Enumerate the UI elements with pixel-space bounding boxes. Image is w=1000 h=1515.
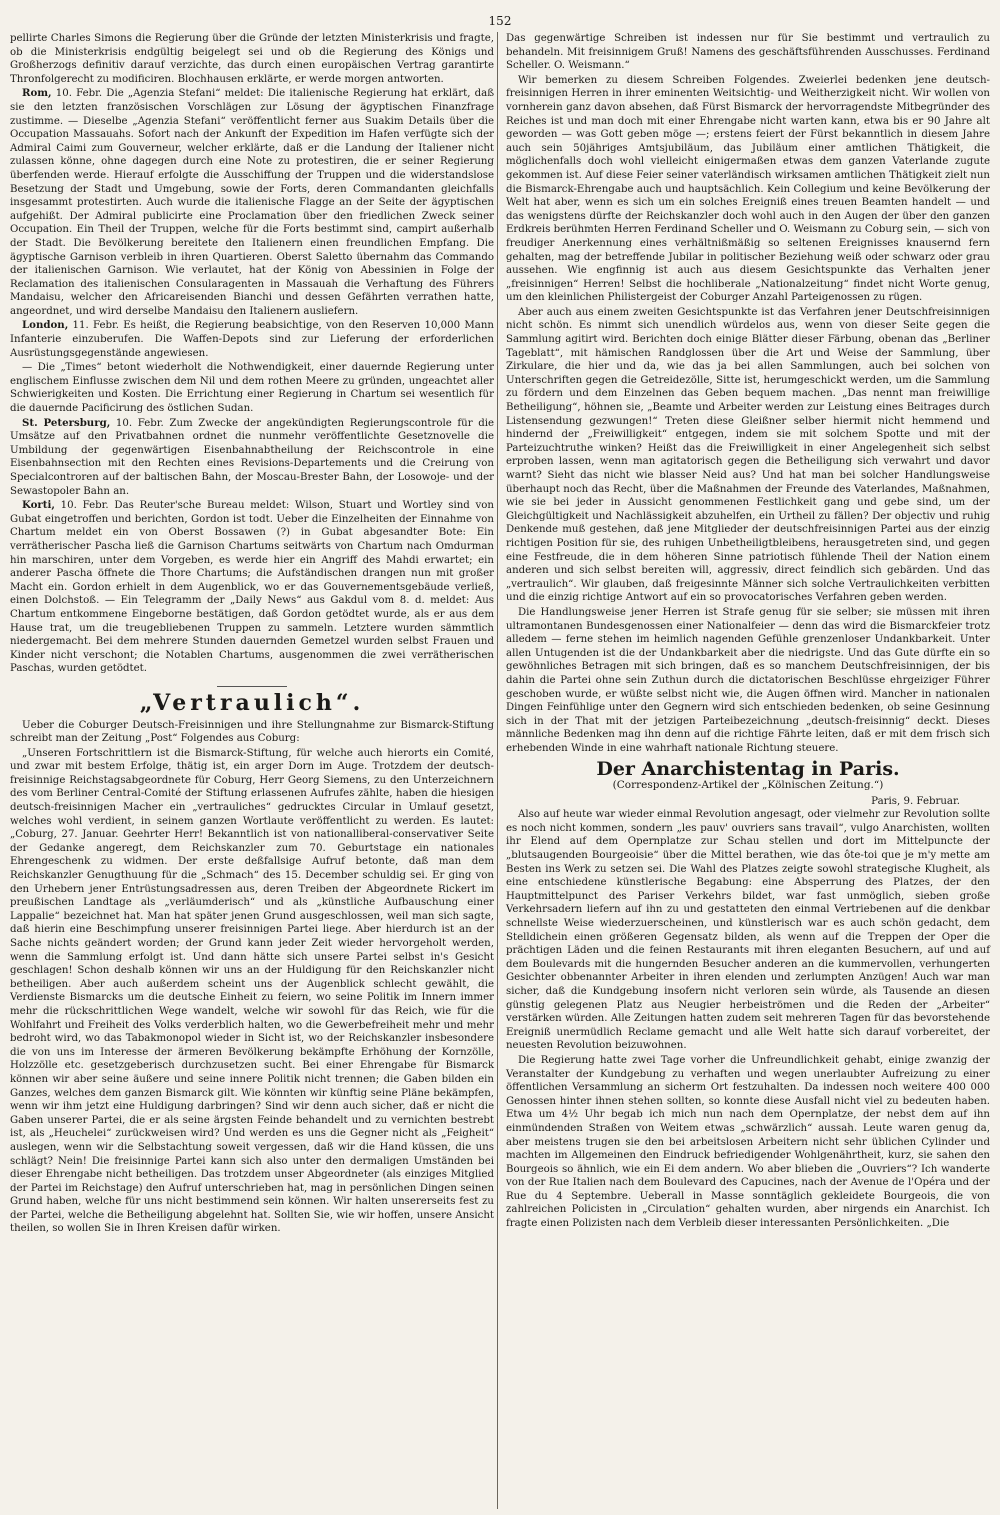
news-text: 10. Febr. Zum Zwecke der angekündigten Regierungscontrole für die Umsätze auf den Privatbahnen ordnet die nunmehr veröffentlichte Gesetznovelle die Umbildung der gegenwärtigen Eisenbahnabtheilung der Reichscontrole in eine Eisenbahnsection mit den Rechten eines Revisions-Departements und die Creirung von Specialcontroren auf der baltischen Bahn, der Moscau-Brester Bahn, der Losowoje- und der Sewastopoler Bahn an. bbox=[10, 417, 495, 497]
paragraph: Die Handlungsweise jener Herren ist Strafe genug für sie selber; sie müssen mit ihren ultramontanen Bundesgenossen einer Nationalfeier — denn das wird die Bismarckfeier trotz alledem — ferne stehen im heimlich nagenden Gefühle grenzenloser Undankbarkeit. Unter allen Untugenden ist die der Undankbarkeit aber die niedrigste. Und das Gute dürfte ein so gewöhnliches Betragen mit sich bringen, daß es so manchem Deutschfreisinnigen, der bis dahin die Partei ohne sein Zuthun durch die dictatorischen Beschlüsse ehrgeiziger Führer geschoben wurde, er wüßte selbst nicht wie, die Augen öffnen wird. Mancher in nationalen Dingen Feinfühlige unter den Gegnern wird sich entschieden bedenken, ob seine Gesinnung sich in der That mit der jetzigen Parteibezeichnung „deutsch-freisinnig“ deckt. Dieses männliche Bedenken mag ihn denn auf die richtige Fährte leiten, daß er mit dem frisch sich erhebenden Winde in eine wahrhaft nationale Richtung steuere. bbox=[506, 606, 990, 754]
page-number: 152 bbox=[488, 14, 512, 28]
paragraph: Die Regierung hatte zwei Tage vorher die Unfreundlichkeit gehabt, einige zwanzig der Veranstalter der Kundgebung zu verhaften und wegen unerlaubter Aufreizung zu einer öffentlichen Versammlung an sicherm Ort festzuhalten. Da indessen noch weitere 400 000 Genossen hinter ihnen stehen sollten, so konnte diese Ausfall nicht viel zu bedeuten haben. Etwa um 4½ Uhr begab ich mich nun nach dem Opernplatze, der nebst dem auf ihn einmündenden Straßen von Weitem etwas „schwärzlich“ aussah. Leute waren genug da, aber meistens trugen sie den bei arbeitslosen Arbeitern nicht sehr üblichen Cylinder und machten im Allgemeinen den Eindruck befriedigender Wohlgenährtheit, kurz, sie sahen den Bourgeois so ähnlich, wie ein Ei dem andern. Wo aber blieben die „Ouvriers“? Ich wanderte von der Rue Italien nach dem Boulevard des Capucines, nach der Avenue de l'Opéra und der Rue du 4 Septembre. Ueberall in Masse sonntäglich gekleidete Bourgeois, die von zahlreichen Policisten in „Circulation“ gehalten wurden, aber nirgends ein Anarchist. Ich fragte einen Polizisten nach dem Verbleib dieser interessanten Persönlichkeiten. „Die bbox=[506, 1054, 990, 1230]
news-item-london bbox=[10, 319, 494, 360]
paragraph: — Die „Times“ betont wiederholt die Nothwendigkeit, einer dauernde Regierung unter englischem Einflusse zwischen dem Nil und dem rothen Meere zu gründen, ungeachtet aller Schwierigkeiten und Kosten. Die Errichtung einer Regierung in Chartum sei wesentlich für die dauernde Pacificirung des östlichen Sudan. bbox=[10, 362, 494, 415]
paragraph: Wir bemerken zu diesem Schreiben Folgendes. Zweierlei bedenken jene deutsch-freisinnigen Herren in ihrer eminenten Weitsichtig- und Weitherzigkeit nicht. Wir wollen von vornherein ganz davon absehen, daß Fürst Bismarck der hervorragendste Mitbegründer des Reiches ist und man doch mit einer Ehrengabe nicht warten kann, etwa bis er 90 Jahre alt geworden — was Gott geben möge —; erstens feiert der Fürst bekanntlich in diesem Jahre auch sein 50jähriges Amtsjubiläum, das Jubiläum einer amtlichen Thätigkeit, die möglichenfalls doch wohl vielleicht einigermaßen etwas dem ganzen Vaterlande zugute gekommen ist. Auf diese Feier seiner vaterländisch wirksamen amtlichen Thätigkeit zielt nun die Bismarck-Ehrengabe auch und hauptsächlich. Kein Collegium und keine Bevölkerung der Welt hat aber, wenn es sich um ein solches Ereigniß eines treuen Beamten handelt — und das wenigstens dürfte der Reichskanzler doch wohl auch in den Augen der über den ganzen Erdkreis berühmten Herren Ferdinand Scheller und O. Weismann zu Coburg sein, — sich von freudiger Anerkennung eines verhältnißmäßig so seltenen Ereignisses knausernd fern gehalten, mag der betreffende Jubilar in politischer Beziehung weiß oder schwarz oder grau aussehen. Wie engfinnig ist auch aus diesem Gesichtspunkte das Verhalten jener „freisinnigen“ Herren! Selbst die hochliberale „Nationalzeitung“ findet nicht Worte genug, um den kleinlichen Philistergeist der Coburger Anzahl Parteigenossen zu rügen. bbox=[506, 74, 990, 304]
news-text: 10. Febr. Die „Agenzia Stefani“ meldet: Die italienische Regierung hat erklärt, daß sie den letzten französischen Vorschlägen zur Lösung der ägyptischen Finanzfrage zustimme. — Dieselbe „Agenzia Stefani“ veröffentlicht ferner aus Suakim Details über die Occupation Massauahs. Sofort nach der Ankunft der Expedition im Hafen verfügte sich der Admiral Caimi zum Gouverneur, welcher erklärte, daß er die Landung der Italiener nicht zulassen könne, ohne dagegen durch eine Note zu protestiren, die er seiner Regierung überfenden werde. Hierauf erfolgte die Ausschiffung der Truppen und die widerstandslose Besetzung der Stadt und Umgebung, sowie der Forts, deren Commandanten gleichfalls insgesammt protestirten. Auch wurde die italienische Flagge an der Seite der ägyptischen aufgehißt. Der Admiral publicirte eine Proclamation über den friedlichen Zweck seiner Occupation. Ein Theil der Truppen, welche für die Forts bestimmt sind, campirt außerhalb der Stadt. Die Bevölkerung bereitete den Italienern einen freundlichen Empfang. Die ägyptische Garnison verbleib in ihren Quartieren. Oberst Saletto übernahm das Commando der italienischen Garnison. Wie verlautet, hat der König von Abessinien in Folge der Reclamation des italienischen Consularagenten in Massauah die Verhaftung des Führers Mandaisu, welcher den Africareisenden Bianchi und dessen Gefährten verrathen hatte, angeordnet, und wird derselbe Mandaisu den Italienern ausliefern. bbox=[10, 88, 495, 317]
dateline-korti: Korti, bbox=[22, 499, 55, 512]
dateline-petersburg: St. Petersburg, bbox=[22, 416, 111, 429]
news-item-rome bbox=[10, 87, 494, 318]
left-column bbox=[10, 32, 494, 1237]
news-text: 10. Febr. Das Reuter'sche Bureau meldet: Wilson, Stuart und Wortley sind von Gubat eingetroffen und berichten, Gordon ist todt. Ueber die Einzelheiten der Einnahme von Chartum meldet ein von Oberst Bossawen (?) in Gubat abgesandter Bote: Ein verrätherischer Pascha ließ die Garnison Chartums seitwärts von Chartum nach Omdurman hin marschiren, unter dem Vorgeben, es werde hier ein Angriff des Mahdi erwartet; ein anderer Pascha öffnete die Thore Chartums; die Aufständischen drangen nun mit großer Macht ein. Gordon erhielt in dem Augenblick, wo er das Gouvernementsgebäude verließ, einen Dolchstoß. — Ein Telegramm der „Daily News“ aus Gakdul vom 8. d. meldet: Aus Chartum entkommene Eingeborne bestätigen, daß Gordon getödtet wurde, als er aus dem Hause trat, um die treugebliebenen Truppen zu sammeln. Letztere wurden sämmtlich niedergemacht. Bei dem mehrere Stunden dauernden Gemetzel wurden selbst Frauen und Kinder nicht verschont; die Notablen Chartums, ausgenommen die zwei verrätherischen Paschas, wurden getödtet. bbox=[10, 500, 494, 675]
article-headline: Der Anarchistentag in Paris. bbox=[596, 758, 900, 781]
dateline-rome: Rom, bbox=[22, 87, 52, 100]
article-subheadline: (Correspondenz-Artikel der „Kölnischen Zeitung.“) bbox=[612, 779, 884, 792]
section-divider bbox=[217, 686, 287, 687]
news-text: 11. Febr. Es heißt, die Regierung beabsichtige, von den Reserven 10,000 Mann Infanterie einzuberufen. Die Waffen-Depots sind zur Lieferung der erforderlichen Ausrüstungsgegenstände angewiesen. bbox=[10, 320, 494, 359]
article-headline: „Vertraulich“. bbox=[139, 689, 365, 716]
paragraph: Also auf heute war wieder einmal Revolution angesagt, oder vielmehr zur Revolution sollte es noch nicht kommen, sondern „les pauv' ouvriers sans travail“, vulgo Anarchisten, wollten ihr Elend auf dem Opernplatze zur Schau stellen und dort im Mittelpuncte der „blutsaugenden Bourgeoisie“ über die Mittel berathen, wie das ôte-toi que je m'y mette am Besten ins Werk zu setzen sei. Die Wahl des Platzes zeigte sowohl strategische Klugheit, als eine entschiedene künstlerische Begabung: eine Absperrung des Platzes, der den Hauptmittelpunct des Pariser Verkehrs bildet, war fast unmöglich, sieben große Verkehrsadern liefern auf ihn zu und gestatteten den einmal Vertriebenen auf die denkbar schnellste Weise wiederzuerscheinen, und künstlerisch war es auch schön gedacht, dem Stelldichein einen größeren Gegensatz bilden, als wenn auf die Treppen der Oper die prächtigen Läden und die feinen Restaurants mit ihren eleganten Besuchern, auf und auf dem Boulevards mit die hungernden Besucher anderen an die kummervollen, verhungerten Gesichter obbenannter Arbeiter in ihren elenden und zerlumpten Anzügen! Auch war man sicher, daß die Kundgebung insofern nicht verloren sein würde, als Tausende an diesen günstig gelegenen Platz aus Neugier herbeiströmen und die Reden der „Arbeiter“ verstärken würden. Alle Zeitungen hatten zudem seit mehreren Tagen für das bevorstehende Ereigniß unermüdlich Reclame gemacht und alle Welt hatte sich darauf vorbereitet, der neuesten Revolution beizuwohnen. bbox=[506, 809, 990, 1052]
right-column bbox=[506, 32, 990, 1232]
column-rule bbox=[497, 32, 498, 1509]
news-item-petersburg bbox=[10, 417, 494, 499]
paragraph: „Unseren Fortschrittlern ist die Bismarck-Stiftung, für welche auch hierorts ein Comité, und zwar mit bestem Erfolge, thätig ist, ein arger Dorn im Auge. Trotzdem der deutsch-freisinnige Reichstagsabgeordnete für Coburg, Herr Georg Siemens, zu den Unterzeichnern des vom Berliner Central-Comité der Stiftung erlassenen Aufrufes zählte, haben die hiesigen deutsch-freisinnigen Macher ein „vertrauliches“ gedrucktes Circular in Umlauf gesetzt, welches wohl verdient, in seinem ganzen Wortlaute veröffentlicht zu werden. Es lautet: „Coburg, 27. Januar. Geehrter Herr! Bekanntlich ist von nationalliberal-conservativer Seite der Gedanke angeregt, dem Reichskanzler zum 70. Geburtstage ein nationales Ehrengeschenk zu widmen. Der erste deßfallsige Aufruf betonte, daß man dem Reichskanzler Genugthuung für die „Schmach“ des 15. December schuldig sei. Er ging von den Urhebern jener Entrüstungsadressen aus, deren Treiben der Abgeordnete Rickert im preußischen Landtage als „verläumderisch“ und als „künstliche Aufbauschung einer Lappalie“ bezeichnet hat. Man hat später jenen Grund ausgeschlossen, weil man sich sagte, daß hierin eine Beschimpfung unserer freisinnigen Partei liege. Aber hierdurch ist an der Sache nichts geändert worden; der Grund kann jeder Zeit wieder hervorgeholt werden, wenn die Sammlung erfolgt ist. Und dann hätte sich unsere Partei selbst in's Gesicht geschlagen! Schon deshalb können wir uns an der Huldigung für den Reichskanzler nicht betheiligen. Aber auch außerdem scheint uns der Augenblick schlecht gewählt, die Verdienste Bismarcks um die deutsche Einheit zu feiern, wo seine Politik im Innern immer mehr die rückschrittlichen Wege wandelt, welche wir sowohl für das Reich, wie für die Wohlfahrt und Freiheit des Volks verderblich halten, wo die Gewerbefreiheit mehr und mehr bedroht wird, wo das Tabakmonopol wieder in Sicht ist, wo der Reichskanzler insbesondere die von uns im Interesse der ärmeren Bevölkerung bekämpfte Erhöhung der Kornzölle, Holzzölle etc. gesetzgeberisch durchzusetzen sucht. Bei einer Ehrengabe für Bismarck können wir aber seine äußere und seine innere Politik nicht trennen; die Gaben bilden ein Ganzes, welches dem ganzen Bismarck gilt. Wie könnten wir künftig seine Pläne bekämpfen, wenn wir ihm jetzt eine Huldigung darbringen? Sind wir denn auch sicher, daß er nicht die Gaben unserer Partei, die er als seine ärgsten Feinde behandelt und zu vernichten bestrebt ist, als „Heuchelei“ zurückweisen wird? Und werden es uns die Gegner nicht als „Feigheit“ auslegen, wenn wir die Selbstachtung soweit vergessen, daß wir die Hand küssen, die uns schlägt? Nein! Die freisinnige Partei kann sich also unter den dermaligen Umständen bei dieser Ehrengabe nicht betheiligen. Das trotzdem unser Abgeordneter (als einziges Mitglied der Partei im Reichstage) den Aufruf unterschrieben hat, mag in persönlichen Dingen seinen Grund haben, welche für uns nicht bestimmend sein können. Wir halten unsererseits fest zu der Partei, welche die Betheiligung abgelehnt hat. Sollten Sie, wie wir hoffen, unsere Ansicht theilen, so wollen Sie in Ihren Kreisen dafür wirken. bbox=[10, 747, 494, 1235]
paragraph: Ueber die Coburger Deutsch-Freisinnigen und ihre Stellungnahme zur Bismarck-Stiftung schreibt man der Zeitung „Post“ Folgendes aus Coburg: bbox=[10, 719, 494, 745]
news-item-korti bbox=[10, 499, 494, 676]
paragraph: Aber auch aus einem zweiten Gesichtspunkte ist das Verfahren jener Deutschfreisinnigen nicht schön. Es nimmt sich unendlich würdelos aus, wenn von dieser Seite gegen die Sammlung agitirt wird. Berichten doch einige Blätter dieser Färbung, obenan das „Berliner Tageblatt“, mit hämischen Randglossen über die Art und Weise der Sammlung, über Zirkulare, die hier und da, wie das ja bei allen Sammlungen, auch bei solchen von Unterschriften gegen die Getreidezölle, Sitte ist, herumgeschickt werden, um die Sammlung zu fördern und dem Einzelnen das Geben bequem machen. „Das nennt man freiwillige Betheiligung“, höhnen sie, „Beamte und Arbeiter werden zur Leistung eines Beitrages durch Listensendung gezwungen!“ Treten diese Gleißner selber hiermit nicht hemmend und hindernd der „Freiwilligkeit“ entgegen, indem sie mit solchem Spotte und mit der Parteizuchtruthe winken? Heißt das die Freiwilligkeit in einer Angelegenheit sich selbst erproben lassen, wenn man agitatorisch gegen die Betheiligung sich verwahrt und davor warnt? Sieht das nicht wie blasser Neid aus? Und hat man bei solcher Handlungsweise überhaupt noch das Recht, über die Maßnahmen der Freunde des Vaterlandes, Maßnahmen, wie sie bei jeder in Aussicht genommenen Festlichkeit gang und gebe sind, um der Gleichgültigkeit und Nachlässigkeit abzuhelfen, ein Urtheil zu fällen? Der objectiv und ruhig Denkende muß gestehen, daß jene Mitglieder der deutschfreisinnigen Partei aus der einzig richtigen Position für sie, des ruhigen Unbetheiligtbleibens, herausgetreten sind, und gegen eine Festfreude, die in dem höheren Sinne patriotisch fühlende Theil der Nation einem anderen und sich selbst bereiten will, aggressiv, direct feindlich sich gebärden. Und das „vertraulich“. Wir glauben, daß freigesinnte Männer sich solche Vertraulichkeiten verbitten und die einzig richtige Antwort auf ein so provocatorisches Verfahren geben werden. bbox=[506, 306, 990, 604]
paragraph: pellirte Charles Simons die Regierung über die Gründe der letzten Ministerkrisis und fragte, ob die Ministerkrisis endgültig beigelegt sei und ob die Regierung des Königs und Großherzogs definitiv darauf verzichte, das durch einen europäischen Vertrag garantirte Thronfolgerecht zu modificiren. Blochhausen erklärte, er werde morgen antworten. bbox=[10, 33, 494, 85]
article-dateline: Paris, 9. Februar. bbox=[871, 795, 960, 807]
dateline-london: London, bbox=[22, 319, 69, 332]
paragraph: Das gegenwärtige Schreiben ist indessen nur für Sie bestimmt und vertraulich zu behandeln. Mit freisinnigem Gruß! Namens des geschäftsführenden Ausschusses. Ferdinand Scheller. O. Weismann.“ bbox=[506, 33, 990, 72]
